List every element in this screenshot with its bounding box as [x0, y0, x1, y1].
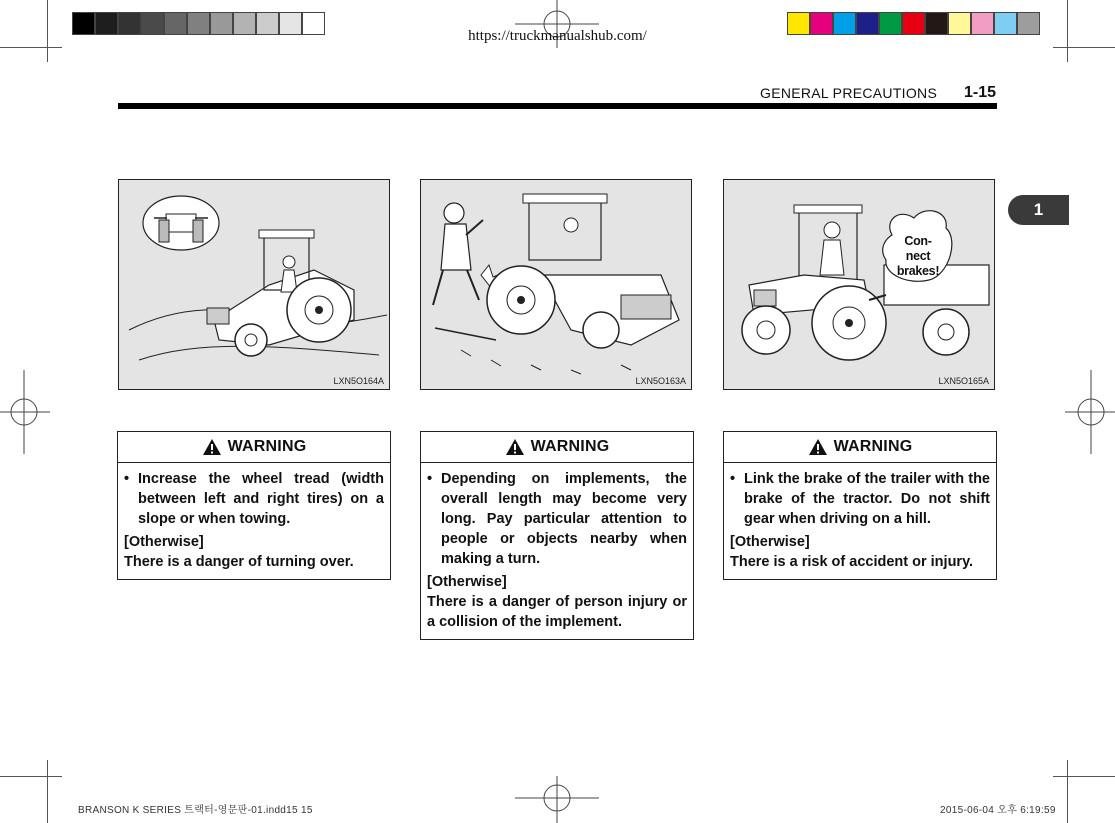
- registration-mark-right: [1065, 370, 1115, 454]
- speech-bubble: [888, 234, 948, 279]
- section-title: GENERAL PRECAUTIONS: [760, 85, 938, 101]
- warning-triangle-icon: [505, 438, 525, 456]
- warning-box-1: [117, 431, 391, 580]
- otherwise-text: There is a risk of accident or injury.: [730, 554, 974, 570]
- figure-turning-radius: [420, 179, 692, 390]
- otherwise-text: There is a danger of person injury or a collision of the implement.: [427, 594, 687, 630]
- figure-code: LXN5O164A: [333, 376, 384, 386]
- figure-code: LXN5O165A: [938, 376, 989, 386]
- registration-mark-bottom: [515, 776, 599, 823]
- registration-mark-left: [0, 370, 50, 454]
- footer-timestamp: 2015-06-04 오후 6:19:59: [940, 805, 1056, 816]
- warning-heading: [724, 432, 996, 463]
- warning-heading-text: WARNING: [227, 438, 307, 455]
- figure-trailer-brakes: [723, 179, 995, 390]
- warning-bullet-text: Link the brake of the trailer with the brake of the tractor. Do not shift gear when driving on a hill.: [744, 471, 990, 527]
- warning-heading: [118, 432, 390, 463]
- warning-box-2: [420, 431, 694, 640]
- otherwise-label: [Otherwise]: [730, 534, 810, 550]
- warning-heading: [421, 432, 693, 463]
- otherwise-label: [Otherwise]: [427, 574, 507, 590]
- tractor-turning-illustration: [421, 180, 692, 390]
- chapter-tab-label: 1: [1033, 200, 1044, 219]
- figure-wheel-tread: [118, 179, 390, 390]
- figure-code: LXN5O163A: [635, 376, 686, 386]
- footer-file-info: BRANSON K SERIES 트랙터-영문판-01.indd15 15: [78, 805, 313, 816]
- warning-heading-text: WARNING: [530, 438, 610, 455]
- warning-bullet-text: Increase the wheel tread (width between left and right tires) on a slope or when towing.: [138, 471, 384, 527]
- speech-bubble-line: brakes!: [896, 264, 940, 278]
- speech-bubble-line: nect: [905, 249, 931, 263]
- speech-bubble-line: Con-: [904, 234, 932, 248]
- tractor-trailer-illustration: [724, 180, 995, 390]
- warning-box-3: [723, 431, 997, 580]
- source-url[interactable]: https://truckmanualshub.com/: [468, 28, 647, 44]
- tractor-slope-illustration: [119, 180, 390, 390]
- warning-bullet: • Depending on implements, the overall length may become very long. Pay particular attention to people or objects nearby when making a turn.: [427, 471, 687, 567]
- warning-bullet: • Link the brake of the trailer with the brake of the tractor. Do not shift gear when driving on a hill.: [730, 471, 990, 527]
- warning-heading-text: WARNING: [833, 438, 913, 455]
- otherwise-text: There is a danger of turning over.: [124, 554, 354, 570]
- chapter-tab: [1008, 195, 1069, 225]
- page-number: 1-15: [964, 84, 997, 101]
- header-rule: [118, 103, 997, 109]
- warning-triangle-icon: [808, 438, 828, 456]
- warning-bullet: • Increase the wheel tread (width between left and right tires) on a slope or when towing.: [124, 471, 384, 527]
- otherwise-label: [Otherwise]: [124, 534, 204, 550]
- warning-triangle-icon: [202, 438, 222, 456]
- warning-bullet-text: Depending on implements, the overall length may become very long. Pay particular attention to people or objects nearby when making a turn.: [441, 471, 687, 567]
